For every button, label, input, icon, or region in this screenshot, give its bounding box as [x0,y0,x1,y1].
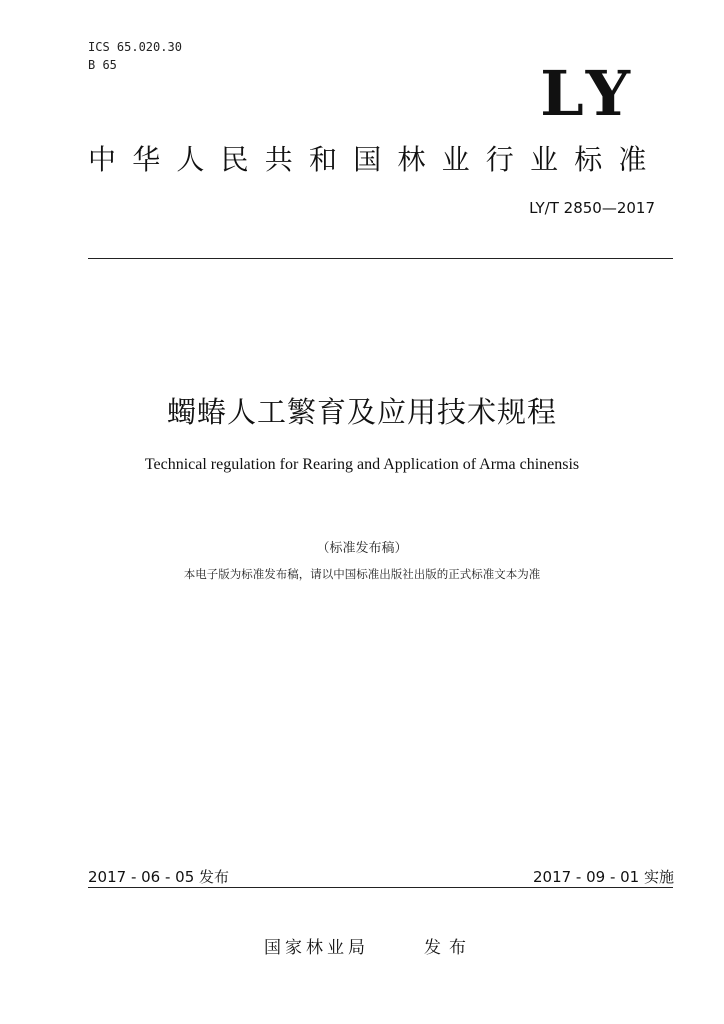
document-title-zh: 蠋蝽人工繁育及应用技术规程 [166,395,557,429]
draft-notice: 本电子版为标准发布稿，请以中国标准出版社出版的正式标准文本为准 [183,567,541,581]
implement-date: 2017 - 09 - 01 实施 [532,868,674,886]
ccs-code: B 65 [88,58,117,72]
classification-codes [88,38,182,74]
draft-label: （标准发布稿） [316,541,408,556]
bottom-divider [88,887,673,888]
standard-type-title: 中华人民共和国林业行业标准 [88,143,663,176]
standard-code: LY/T 2850—2017 [529,199,655,217]
ly-logo: LY [540,57,636,130]
document-title-en: Technical regulation for Rearing and Application of Arma chinensis [144,456,580,473]
ics-code: ICS 65.020.30 [88,40,182,54]
publish-date: 2017 - 06 - 05 发布 [88,868,230,886]
top-divider [88,258,673,259]
issuing-authority: 国家林业局 [264,938,369,958]
issue-label: 发布 [424,938,474,958]
